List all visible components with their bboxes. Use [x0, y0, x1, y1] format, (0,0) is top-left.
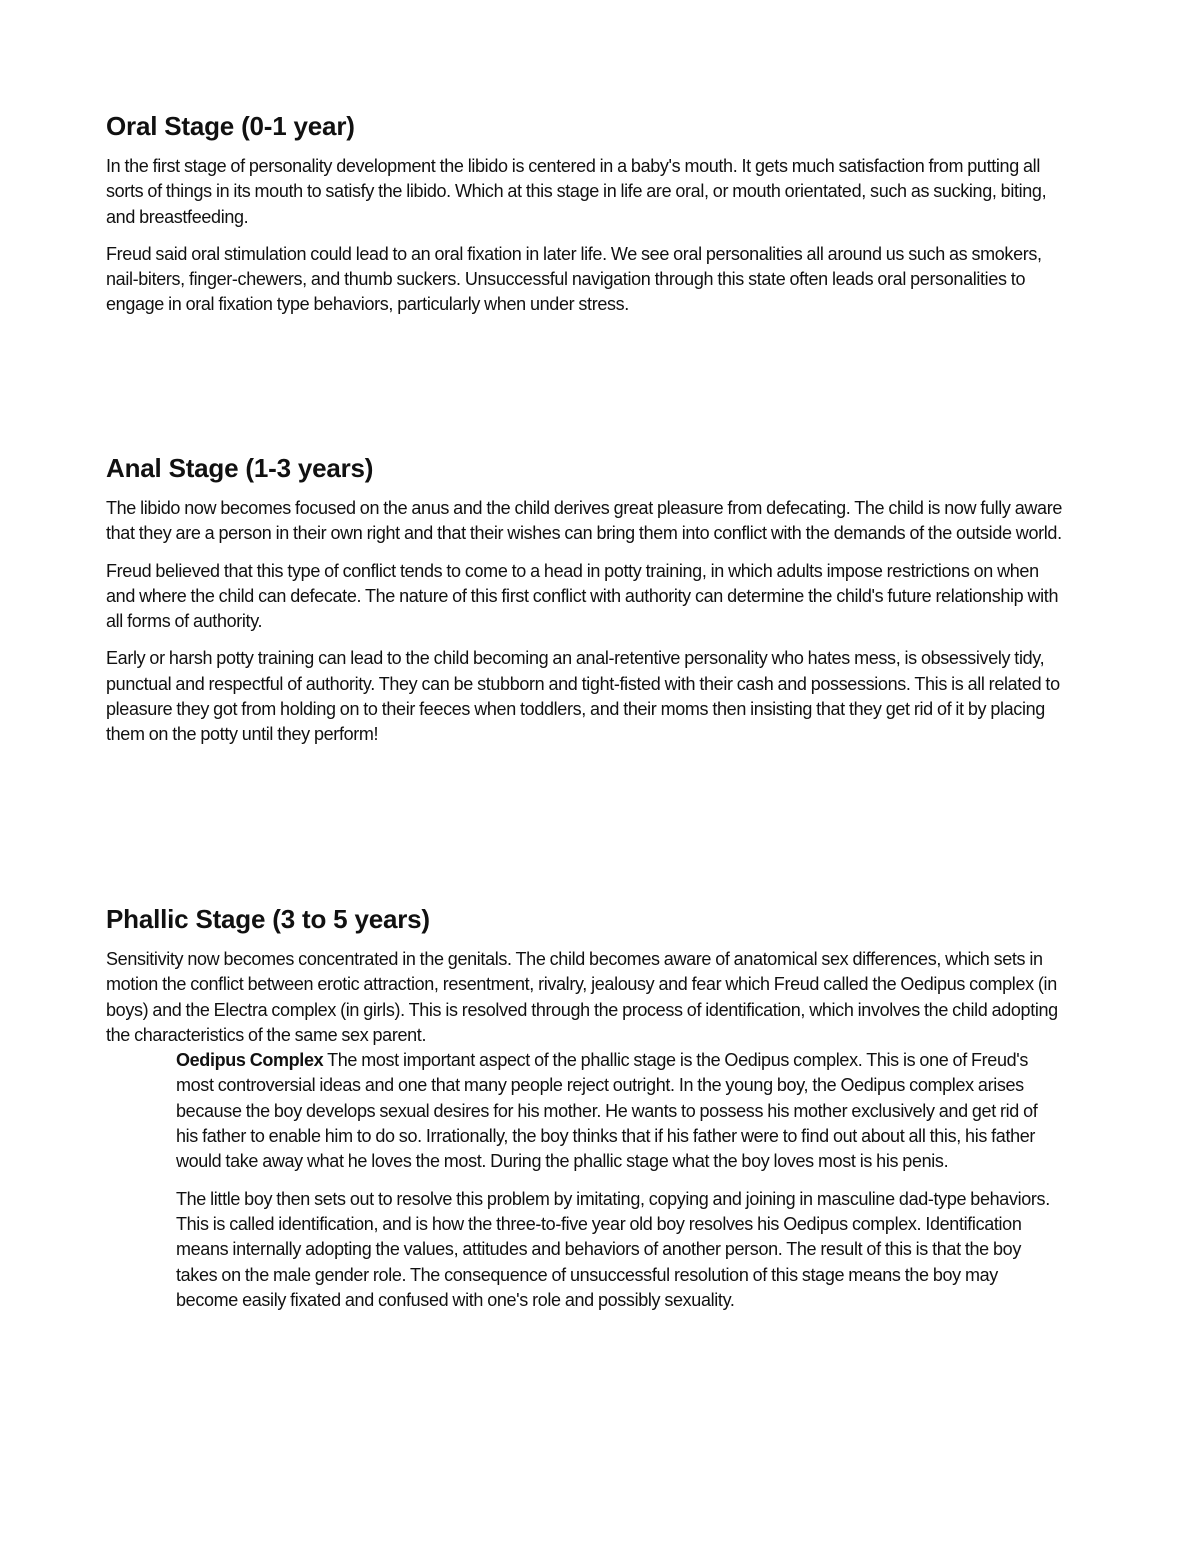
anal-stage-heading: Anal Stage (1-3 years) — [106, 453, 374, 483]
phallic-stage-heading: Phallic Stage (3 to 5 years) — [106, 904, 430, 934]
oedipus-complex-block — [176, 1048, 1061, 1313]
anal-paragraph-2: Freud believed that this type of conflict tends to come to a head in potty training, in which adults impose restrictions on when and where the child can defecate. The nature of this first conflict with authority can determine the child's future relationship with all forms of authority. — [106, 560, 1059, 632]
oral-paragraph-2: Freud said oral stimulation could lead to an oral fixation in later life. We see oral personalities all around us such as smokers, nail-biters, finger-chewers, and thumb suckers. Unsuccessful navigation through this state often leads oral personalities to engage in oral fixation type behaviors, particularly when under stress. — [106, 243, 1042, 315]
anal-paragraph-3: Early or harsh potty training can lead to the child becoming an anal-retentive personality who hates mess, is obsessively tidy, punctual and respectful of authority. They can be stubborn and tight-fisted with their cash and possessions. This is all related to pleasure they got from holding on to their feeces when toddlers, and their moms then insisting that they get rid of it by placing them on the potty until they perform! — [106, 648, 1060, 745]
phallic-stage-section — [106, 901, 1066, 1325]
oedipus-complex-text: The most important aspect of the phallic stage is the Oedipus complex. This is one of Freud's most controversial ideas and one that many people reject outright. In the young boy, the Oedipus complex arises because the boy develops sexual desires for his mother. He wants to possess his mother exclusively and get rid of his father to enable him to do so. Irrationally, the boy thinks that if his father were to find out about all this, his father would take away what he loves the most. During the phallic stage what the boy loves most is his penis. — [176, 1050, 1038, 1172]
oedipus-paragraph — [176, 1048, 1061, 1174]
phallic-intro-paragraph: Sensitivity now becomes concentrated in the genitals. The child becomes aware of anatomical sex differences, which sets in motion the conflict between erotic attraction, resentment, rivalry, jealousy and fear which Freud called the Oedipus complex (in boys) and the Electra complex (in girls). This is resolved through the process of identification, which involves the child adopting the characteristics of the same sex parent. — [106, 949, 1058, 1045]
oral-paragraph-1: In the first stage of personality development the libido is centered in a baby's mouth. It gets much satisfaction from putting all sorts of things in its mouth to satisfy the libido. Which at this stage in life are oral, or mouth orientated, such as sucking, biting, and breastfeeding. — [106, 156, 1047, 227]
oral-stage-heading: Oral Stage (0-1 year) — [106, 111, 355, 141]
anal-paragraph-1: The libido now becomes focused on the anus and the child derives great pleasure from defecating. The child is now fully aware that they are a person in their own right and that their wishes can bring them into conflict with the demands of the outside world. — [106, 498, 1063, 544]
identification-paragraph: The little boy then sets out to resolve this problem by imitating, copying and joining in masculine dad-type behaviors. This is called identification, and is how the three-to-five year old boy resolves his Oedipus complex. Identification means internally adopting the values, attitudes and behaviors of another person. The result of this is that the boy takes on the male gender role. The consequence of unsuccessful resolution of this stage means the boy may become easily fixated and confused with one's role and possibly sexuality. — [176, 1188, 1050, 1310]
oral-stage-section — [106, 108, 1066, 330]
oedipus-complex-term: Oedipus Complex — [176, 1050, 324, 1071]
anal-stage-section — [106, 450, 1066, 760]
